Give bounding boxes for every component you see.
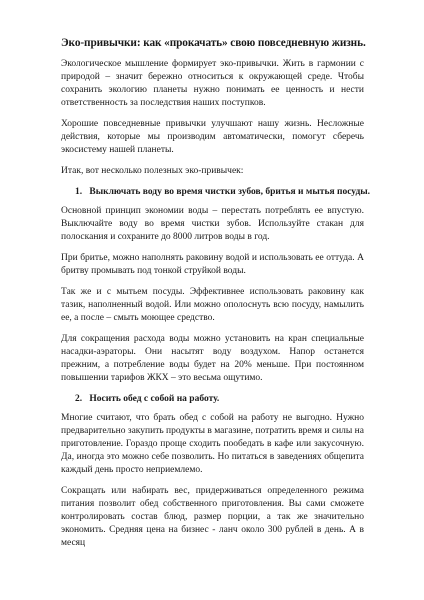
document-page <box>61 36 371 550</box>
section-2-heading-text: Носить обед с собой на работу. <box>89 394 220 404</box>
section-1-paragraph-2: При бритье, можно наполнять раковину водой и использовать ее оттуда. А бритву промывать под тонкой струйкой воды. <box>61 253 364 276</box>
intro-paragraph-2: Хорошие повседневные привычки улучшают нашу жизнь. Несложные действия, которые мы производим автоматически, помогут сберечь экосистему нашей планеты. <box>61 119 364 155</box>
section-1-paragraph-4: Для сокращения расхода воды можно установить на кран специальные насадки-аэраторы. Они насытят воду воздухом. Напор останется прежним, а потребление воды будет на 20% меньше. При постоянном повышении тарифов ЖКХ – это весьма ощутимо. <box>61 334 364 383</box>
intro-paragraph-3: Итак, вот несколько полезных эко-привычек: <box>61 166 244 176</box>
section-2-paragraph-1: Многие считают, что брать обед с собой на работу не выгодно. Нужно предварительно закупить продукты в магазине, потратить время и силы на приготовление. Гораздо проще сходить пообедать в кафе или закусочную. Да, иногда это можно себе позволить. Но питаться в заведениях общепита каждый день просто неприемлемо. <box>61 413 364 475</box>
intro-paragraph-1: Экологическое мышление формирует эко-привычки. Жить в гармонии с природой – значит бережно относиться к окружающей среде. Чтобы сохранить экологию планеты нужно понимать ее ценность и нести ответственность за последствия наших поступков. <box>61 59 364 108</box>
section-1-heading-text: Выключать воду во время чистки зубов, бритья и мытья посуды. <box>89 187 371 197</box>
section-1-paragraph-1: Основной принцип экономии воды – перестать потреблять ее впустую. Выключайте воду во время чистки зубов. Используйте стакан для полоскания и сохраните до 8000 литров воды в год. <box>61 206 364 242</box>
section-1-number: 1. <box>75 187 83 197</box>
section-2-heading <box>61 393 364 406</box>
section-1-paragraph-3: Так же и с мытьем посуды. Эффективнее использовать раковину как тазик, наполненный водой. Или можно ополоснуть всю посуду, намылить ее, а после – смыть моющее средство. <box>61 287 364 323</box>
section-2-paragraph-2: Сокращать или набирать вес, придерживаться определенного режима питания позволит обед собственного приготовления. Вы сами сможете контролировать состав блюд, размер порции, а так же значительно экономить. Средняя цена на бизнес - ланч около 300 рублей в день. А в месяц <box>61 486 364 548</box>
document-title: Эко-привычки: как «прокачать» свою повседневную жизнь. <box>61 37 366 49</box>
section-1-heading <box>61 186 371 199</box>
section-2-number: 2. <box>75 394 83 404</box>
